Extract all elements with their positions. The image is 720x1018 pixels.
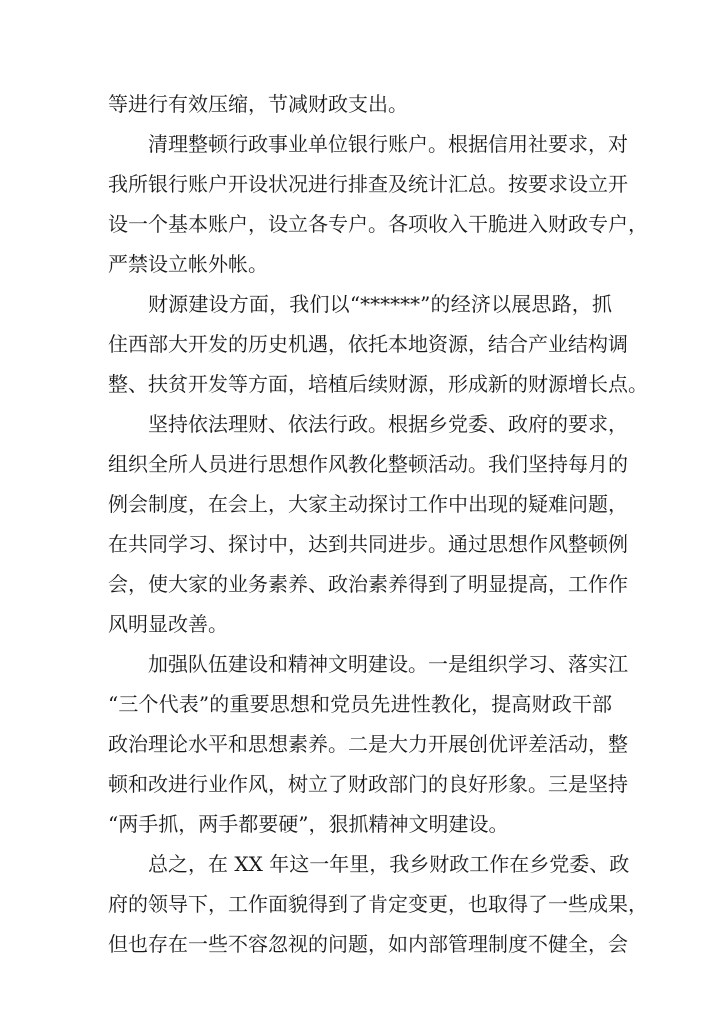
text-line: 政治理论水平和思想素养。二是大力开展创优评差活动，整 (108, 732, 628, 756)
text-line: 财源建设方面，我们以“******”的经济以展思路，抓 (148, 292, 612, 316)
text-line: 顿和改进行业作风，树立了财政部门的良好形象。三是坚持 (108, 772, 628, 796)
text-line: 但也存在一些不容忽视的问题，如内部管理制度不健全，会 (108, 932, 628, 956)
text-line: “两手抓，两手都要硬”，狠抓精神文明建设。 (108, 812, 509, 836)
text-line: 总之，在 XX 年这一年里，我乡财政工作在乡党委、政 (148, 852, 630, 876)
text-line: 加强队伍建设和精神文明建设。一是组织学习、落实江 (148, 652, 628, 676)
text-line: 设一个基本账户，设立各专户。各项收入干脆进入财政专户， (108, 212, 648, 236)
text-line: 风明显改善。 (108, 612, 228, 636)
text-line: 住西部大开发的历史机遇，依托本地资源，结合产业结构调 (108, 332, 628, 356)
text-line: 例会制度，在会上，大家主动探讨工作中出现的疑难问题， (108, 492, 628, 516)
text-line: 整、扶贫开发等方面，培植后续财源，形成新的财源增长点。 (108, 372, 648, 396)
text-line: 在共同学习、探讨中，达到共同进步。通过思想作风整顿例 (108, 532, 628, 556)
text-line: 坚持依法理财、依法行政。根据乡党委、政府的要求， (148, 412, 628, 436)
text-line: 会，使大家的业务素养、政治素养得到了明显提高，工作作 (108, 572, 628, 596)
text-line: 府的领导下，工作面貌得到了肯定变更，也取得了一些成果， (108, 892, 648, 916)
text-line: 我所银行账户开设状况进行排查及统计汇总。按要求设立开 (108, 172, 628, 196)
text-line: 清理整顿行政事业单位银行账户。根据信用社要求，对 (148, 132, 628, 156)
text-line: “三个代表”的重要思想和党员先进性教化，提高财政干部 (108, 692, 612, 716)
text-line: 组织全所人员进行思想作风教化整顿活动。我们坚持每月的 (108, 452, 628, 476)
document-body-text (108, 84, 648, 964)
text-line: 等进行有效压缩，节减财政支出。 (108, 92, 408, 116)
text-line: 严禁设立帐外帐。 (108, 252, 268, 276)
